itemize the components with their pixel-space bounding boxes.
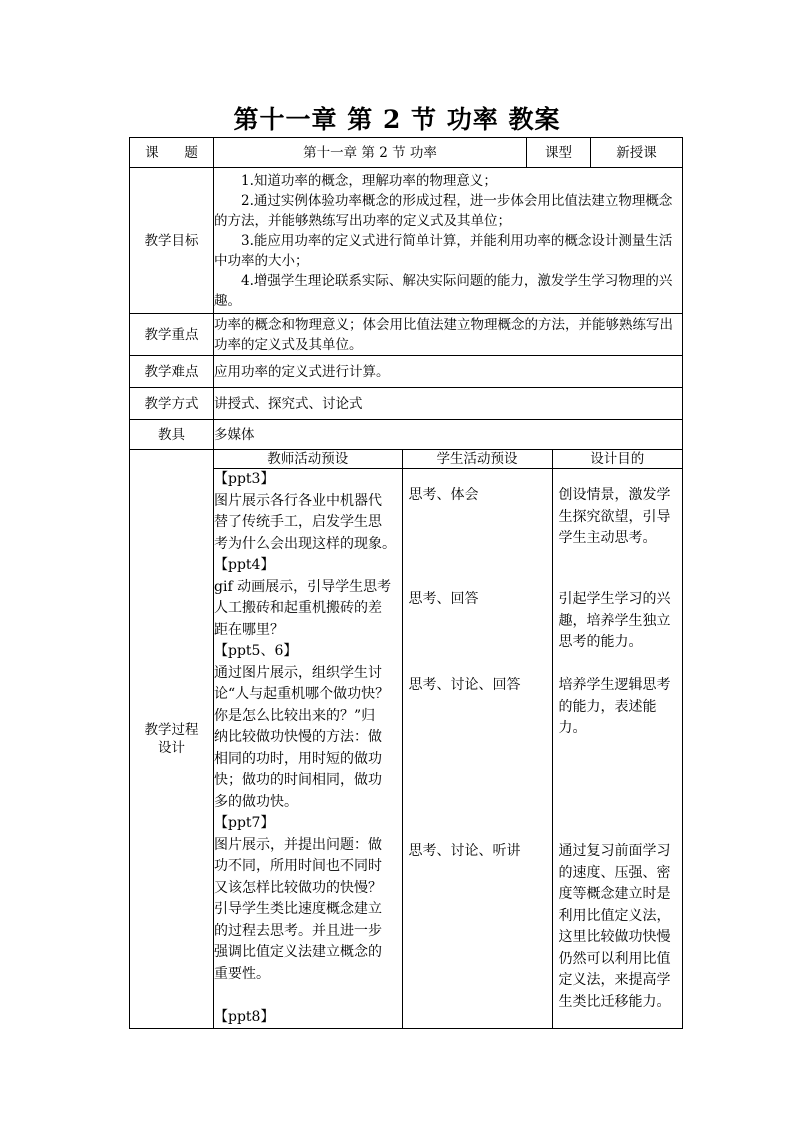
purpose-line: 仍然可以利用比值 [558, 950, 671, 967]
purpose-line: 这里比较做功快慢 [558, 929, 671, 945]
teacher-line: 【ppt4】 [214, 557, 275, 573]
topic-row [130, 138, 683, 168]
goal-item: 1.知道功率的概念，理解功率的物理意义； [241, 172, 497, 189]
process-header-row [214, 450, 682, 469]
teacher-line: 快；做功的时间相同，做功 [214, 772, 382, 788]
lesson-type-value: 新授课 [591, 138, 683, 168]
goal-item: 4.增强学生理论联系实际、解决实际问题的能力，激发学生学习物理的兴趣。 [214, 272, 673, 309]
purpose-line: 学生主动思考。 [558, 530, 657, 546]
purpose-line: 趣，培养学生独立 [558, 612, 671, 629]
purpose-line: 定义法，来提高学 [558, 972, 671, 988]
teacher-line: 通过图片展示，组织学生讨 [214, 664, 382, 681]
tools-row [130, 420, 683, 450]
teacher-line: 人工搬砖和起重机搬砖的差 [214, 600, 382, 616]
design-purpose-item [559, 675, 679, 740]
goals-label: 教学目标 [130, 168, 214, 314]
process-table [214, 450, 682, 1028]
process-label-line1: 教学过程 [144, 722, 199, 738]
purpose-line: 的速度、压强、密 [558, 864, 671, 881]
tools-label: 教具 [130, 420, 214, 450]
topic-value: 第十一章 第 2 节 功率 [214, 138, 527, 168]
tools-content: 多媒体 [214, 420, 683, 450]
process-label [130, 450, 214, 1029]
student-activity-cell [402, 469, 552, 1029]
teacher-line: 【ppt7】 [214, 815, 275, 831]
purpose-line: 生探究欲望，引导 [558, 508, 671, 525]
teacher-line: 距在哪里？ [214, 621, 284, 638]
design-purpose-item [559, 841, 679, 1013]
teacher-line: 【ppt5、6】 [214, 643, 298, 659]
student-activity-item: 思考、体会 [408, 487, 479, 503]
process-body-row [214, 469, 682, 1029]
topic-label: 课 题 [130, 138, 214, 168]
purpose-line: 生类比迁移能力。 [558, 993, 671, 1010]
teacher-line: 图片展示各行各业中机器代 [214, 492, 382, 509]
purpose-line: 的能力，表述能力。 [558, 698, 657, 736]
lesson-type-label: 课型 [527, 138, 591, 168]
design-purpose-header: 设计目的 [552, 450, 682, 469]
goals-row [130, 168, 683, 314]
design-purpose-item [559, 589, 679, 654]
purpose-line: 引起学生学习的兴 [558, 591, 671, 607]
teacher-line: 又该怎样比较做功的快慢？ [214, 879, 382, 896]
teacher-line: 【ppt3】 [214, 471, 275, 487]
student-activity-header: 学生活动预设 [402, 450, 552, 469]
key-points-content: 功率的概念和物理意义；体会用比值法建立物理概念的方法，并能够熟练写出功率的定义式及其单位。 [214, 314, 683, 356]
purpose-line: 培养学生逻辑思考 [558, 677, 671, 693]
teacher-line: gif 动画展示，引导学生思考 [214, 578, 392, 595]
difficulties-label: 教学难点 [130, 356, 214, 388]
process-row [130, 450, 683, 1029]
teacher-line: 重要性。 [214, 965, 270, 982]
page-title: 第十一章 第 2 节 功率 教案 [233, 105, 561, 134]
teacher-line: 引导学生类比速度概念建立 [214, 901, 382, 917]
purpose-line: 利用比值定义法， [558, 907, 671, 924]
goal-item: 2.通过实例体验功率概念的形成过程，进一步体会用比值法建立物理概念的方法，并能够熟练写出功率的定义式及其单位； [214, 192, 673, 229]
student-activity-item: 思考、讨论、听讲 [408, 843, 521, 859]
difficulties-content: 应用功率的定义式进行计算。 [214, 356, 683, 388]
design-purpose-item [559, 485, 679, 550]
teacher-line: 纳比较做功快慢的方法：做 [214, 729, 382, 745]
teacher-line: 考为什么会出现这样的现象。 [214, 535, 396, 552]
teacher-line: 你是怎么比较出来的？”归 [214, 707, 376, 724]
key-points-row [130, 314, 683, 356]
purpose-line: 创设情景，激发学 [558, 487, 671, 503]
design-purpose-cell [552, 469, 682, 1029]
methods-label: 教学方式 [130, 388, 214, 420]
methods-content: 讲授式、探究式、讨论式 [214, 388, 683, 420]
student-activity-item: 思考、回答 [408, 591, 479, 607]
goals-content [214, 168, 683, 314]
key-points-label: 教学重点 [130, 314, 214, 356]
teacher-activity-cell [214, 469, 402, 1029]
teacher-line: 【ppt8】 [214, 1008, 275, 1025]
methods-row [130, 388, 683, 420]
teacher-line: 图片展示，并提出问题：做 [214, 836, 382, 853]
process-label-line2: 设计 [158, 740, 185, 756]
goal-item: 3.能应用功率的定义式进行简单计算，并能利用功率的概念设计测量生活中功率的大小； [214, 232, 673, 269]
teacher-line: 论“人与起重机哪个做功快？ [214, 686, 390, 702]
student-activity-item: 思考、讨论、回答 [408, 677, 521, 693]
difficulties-row [130, 356, 683, 388]
teacher-line [214, 985, 402, 1007]
teacher-line: 的过程去思考。并且进一步 [214, 922, 382, 939]
process-content [214, 450, 683, 1029]
purpose-line: 度等概念建立时是 [558, 886, 671, 902]
purpose-line: 通过复习前面学习 [558, 843, 671, 859]
purpose-line: 思考的能力。 [558, 634, 643, 650]
teacher-activity-header: 教师活动预设 [214, 450, 402, 469]
teacher-line: 功不同，所用时间也不同时 [214, 858, 382, 874]
teacher-line: 相同的功时，用时短的做功 [214, 750, 382, 767]
teacher-line: 替了传统手工，启发学生思 [214, 514, 382, 530]
teacher-line: 多的做功快。 [214, 793, 298, 810]
lesson-plan-table [129, 137, 683, 1029]
teacher-line: 强调比值定义法建立概念的 [214, 944, 382, 960]
